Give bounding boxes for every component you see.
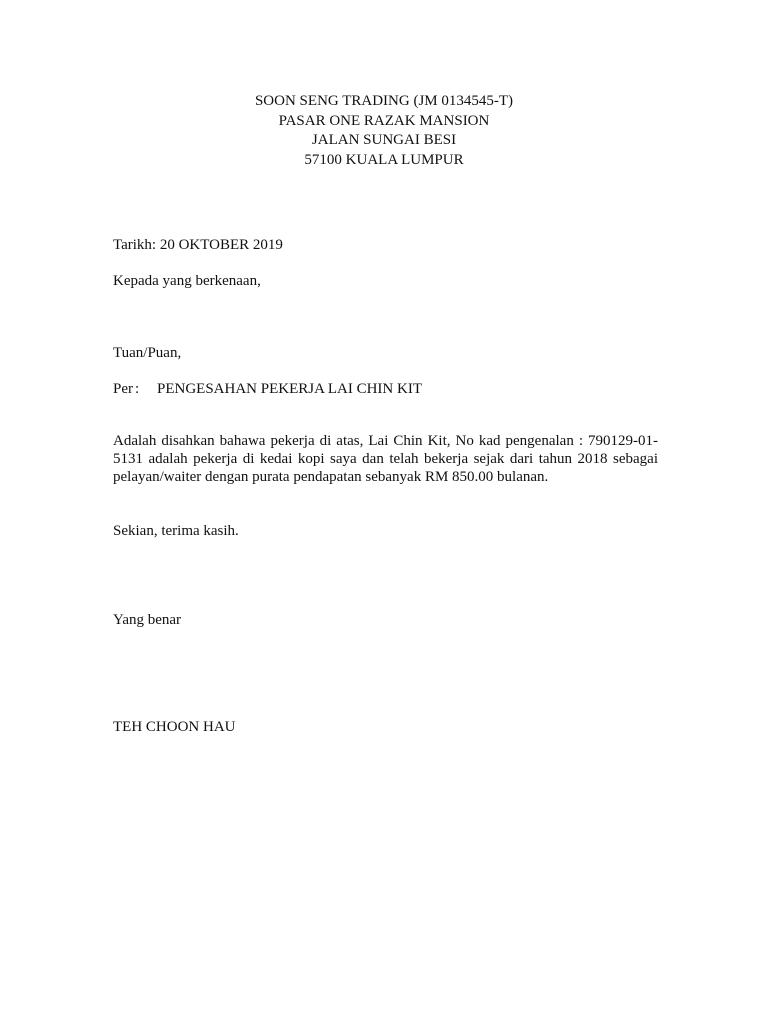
closing-thanks: Sekian, terima kasih. bbox=[113, 523, 239, 539]
sign-off: Yang benar bbox=[113, 612, 182, 628]
subject-colon: : bbox=[135, 381, 140, 397]
company-name: SOON SENG TRADING (JM 0134545-T) bbox=[254, 93, 514, 109]
subject-line bbox=[113, 380, 422, 398]
salutation: Tuan/Puan, bbox=[113, 345, 182, 361]
subject-text: PENGESAHAN PEKERJA LAI CHIN KIT bbox=[157, 381, 422, 397]
date-line: Tarikh: 20 OKTOBER 2019 bbox=[113, 237, 283, 253]
recipient-line: Kepada yang berkenaan, bbox=[113, 273, 261, 289]
body-paragraph: Adalah disahkan bahawa pekerja di atas, Lai Chin Kit, No kad pengenalan : 790129-01-5131 adalah pekerja di kedai kopi saya dan telah bekerja sejak dari tahun 2018 sebagai pelayan/waiter dengan purata pendapatan sebanyak RM 850.00 bulanan. bbox=[113, 433, 658, 485]
address-line-2: JALAN SUNGAI BESI bbox=[311, 132, 457, 148]
subject-label: Per bbox=[113, 381, 133, 397]
address-line-1: PASAR ONE RAZAK MANSION bbox=[278, 112, 490, 129]
address-line-3: 57100 KUALA LUMPUR bbox=[304, 151, 464, 168]
signatory-name: TEH CHOON HAU bbox=[113, 719, 236, 735]
letterhead bbox=[0, 92, 768, 170]
